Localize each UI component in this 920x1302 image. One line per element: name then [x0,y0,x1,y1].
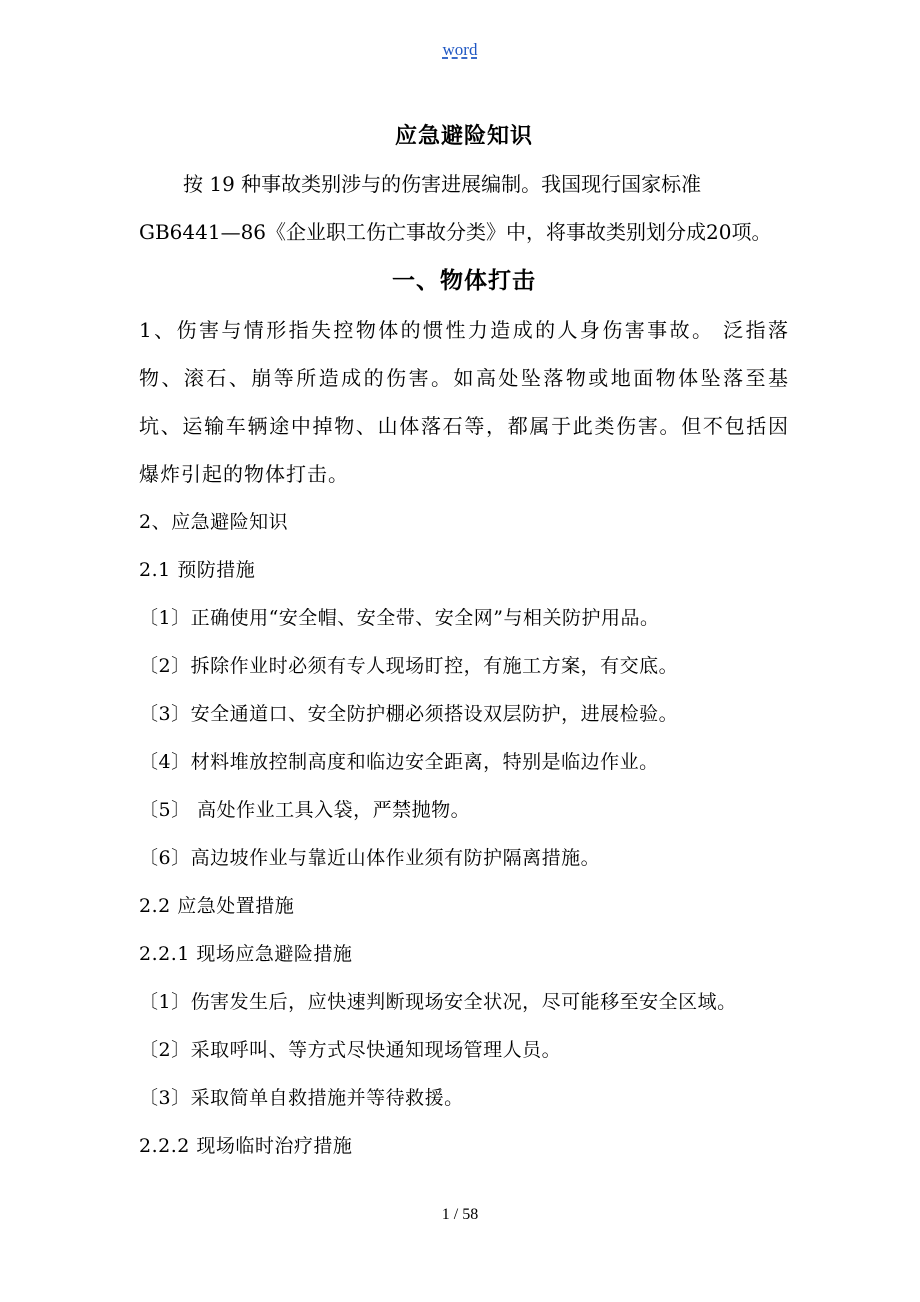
section-1-paragraph: 1、伤害与情形指失控物体的惯性力造成的人身伤害事故。 泛指落物、滚石、崩等所造成的伤害。如高处坠落物或地面物体坠落至基坑、运输车辆途中掉物、山体落石等，都属于此类伤害。但不包括因爆炸引起的物体打击。 [139,318,789,486]
header-word-link[interactable]: word [442,40,478,59]
list-item-prevention-6: 〔6〕高边坡作业与靠近山体作业须有防护隔离措施。 [139,847,601,869]
intro-line-1: 按 19 种事故类别涉与的伤害进展编制。我国现行国家标准 [183,172,702,196]
list-item-avoidance-3: 〔3〕采取简单自救措施并等待救援。 [139,1087,464,1109]
document-body [139,112,789,1170]
section-title-object-strike: 一、物体打击 [392,267,536,294]
list-item-prevention-5: 〔5〕 高处作业工具入袋，严禁抛物。 [139,799,471,821]
list-item-avoidance-2: 〔2〕采取呼叫、等方式尽快通知现场管理人员。 [139,1039,562,1061]
heading-onsite-avoidance: 2.2.1 现场应急避险措施 [139,943,353,965]
intro-line-2: GB6441—86《企业职工伤亡事故分类》中，将事故类别划分成20项。 [139,220,772,244]
page-number: 1 / 58 [441,1206,479,1223]
heading-prevention-measures: 2.1 预防措施 [139,559,256,581]
heading-emergency-measures: 2.2 应急处置措施 [139,895,295,917]
document-title: 应急避险知识 [394,123,533,149]
list-item-prevention-2: 〔2〕拆除作业时必须有专人现场盯控，有施工方案，有交底。 [139,655,679,677]
list-item-avoidance-1: 〔1〕伤害发生后，应快速判断现场安全状况，尽可能移至安全区域。 [139,991,737,1013]
heading-onsite-treatment: 2.2.2 现场临时治疗措施 [139,1135,353,1157]
list-item-prevention-3: 〔3〕安全通道口、安全防护棚必须搭设双层防护，进展检验。 [139,703,679,725]
list-item-prevention-4: 〔4〕材料堆放控制高度和临边安全距离，特别是临边作业。 [139,751,659,773]
heading-emergency-knowledge: 2、应急避险知识 [139,511,289,533]
list-item-prevention-1: 〔1〕正确使用“安全帽、安全带、安全网”与相关防护用品。 [139,607,660,629]
